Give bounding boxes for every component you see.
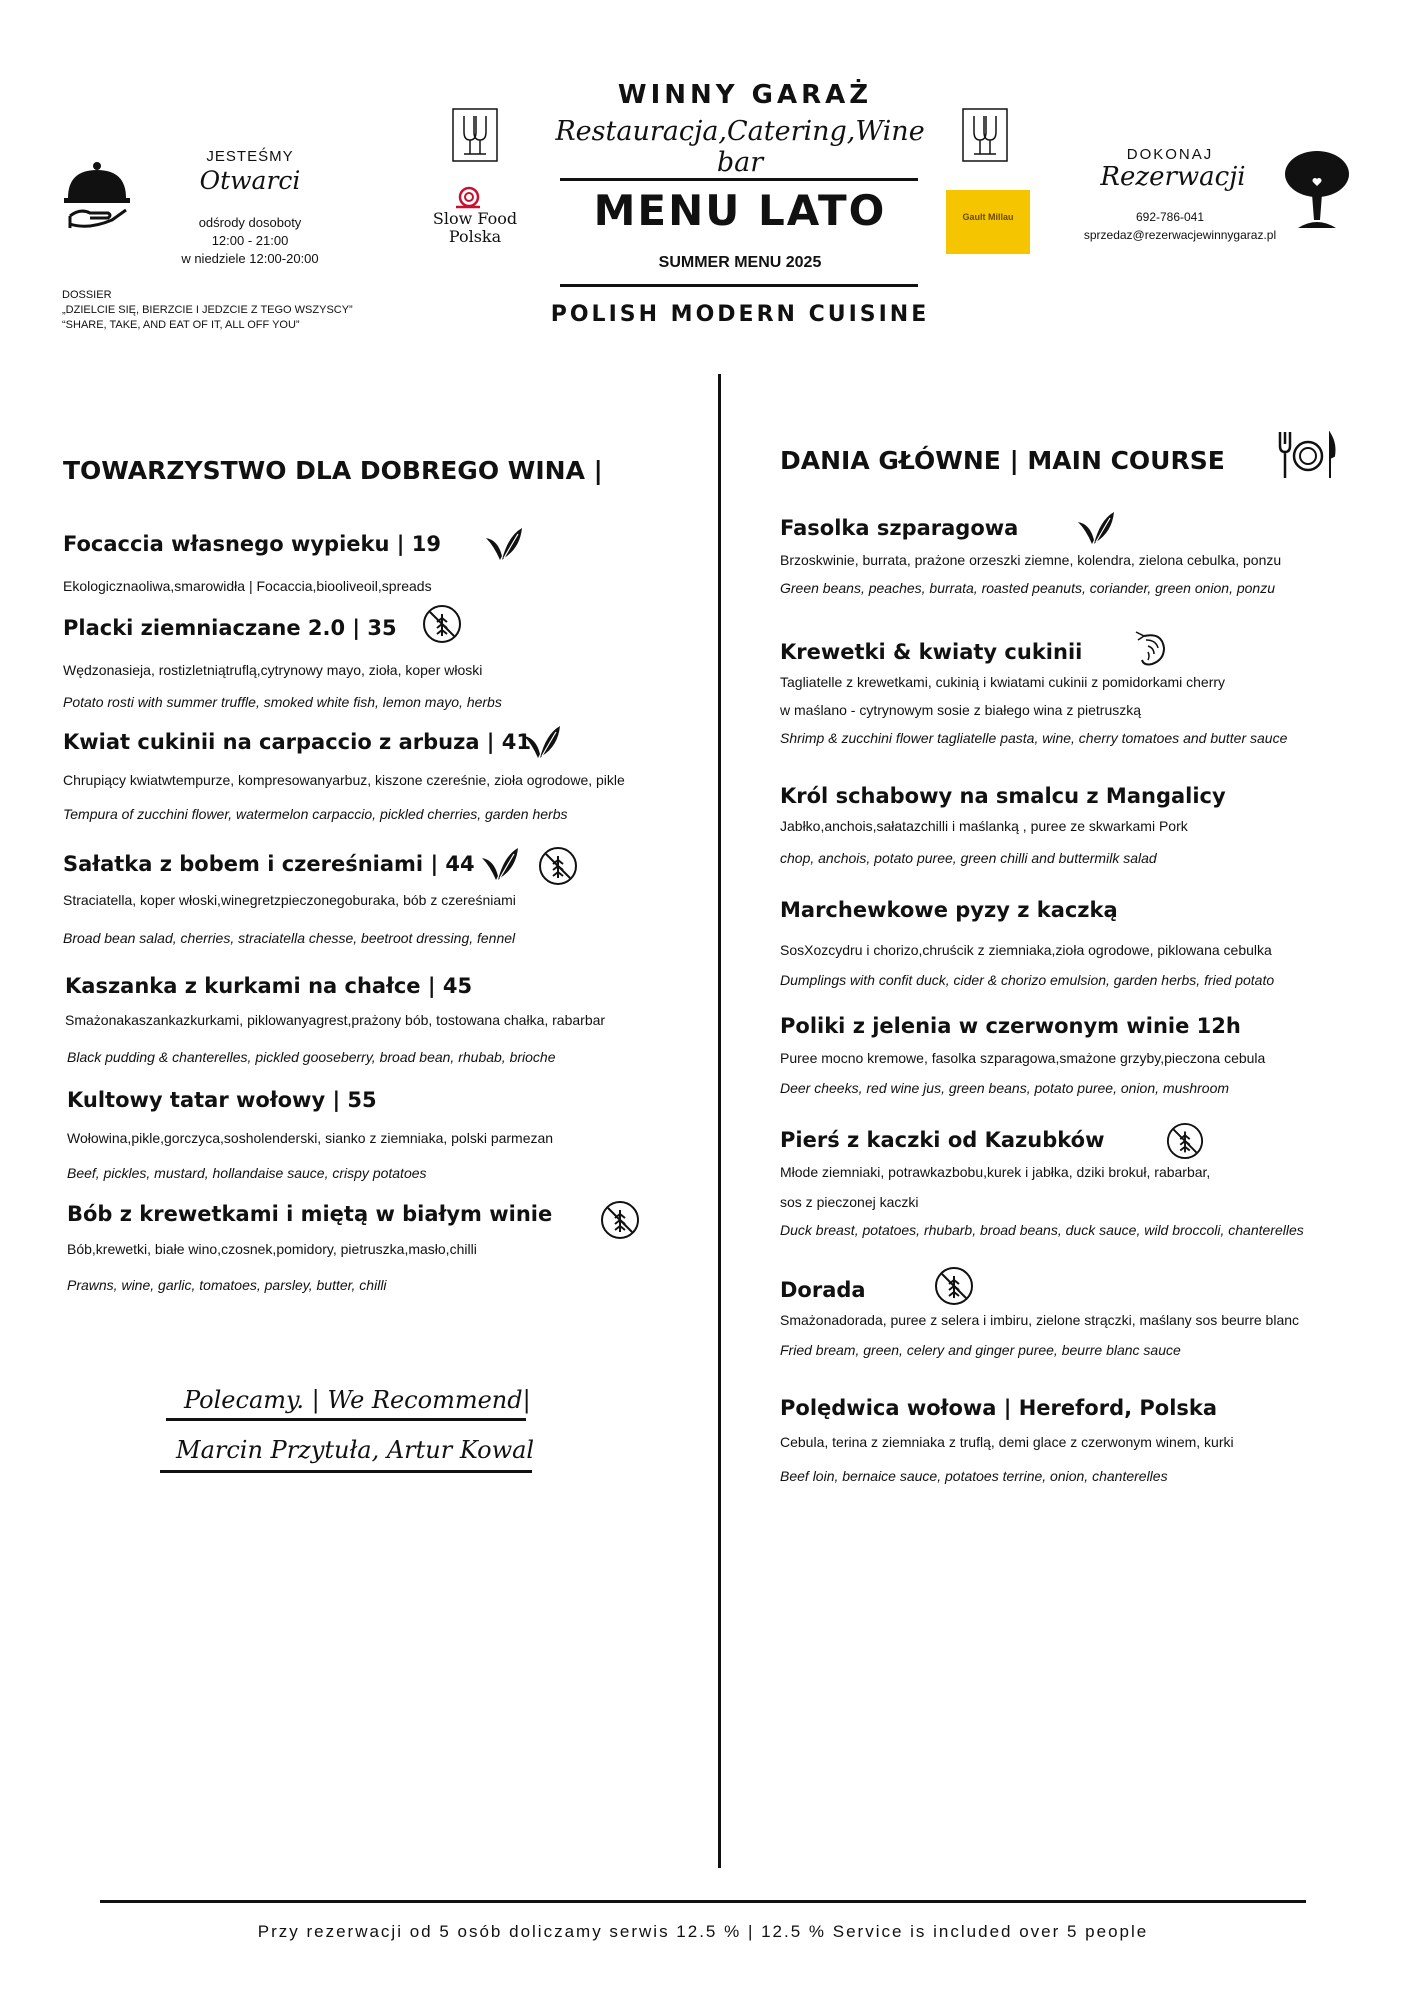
dossier-line: DOSSIER xyxy=(62,289,112,301)
menu-item-desc: Jabłko,anchois,sałatazchilli i maślanką , puree ze skwarkami Pork xyxy=(780,818,1188,834)
vegan-leaf-icon xyxy=(1076,510,1116,546)
menu-item-en: Duck breast, potatoes, rhubarb, broad beans, duck sauce, wild broccoli, chanterelles xyxy=(780,1222,1304,1238)
hours-line: 12:00 - 21:00 xyxy=(211,233,289,248)
vegan-leaf-icon xyxy=(484,526,524,562)
shrimp-icon xyxy=(1134,630,1168,670)
menu-item-desc: Cebula, terina z ziemniaka z truflą, demi glace z czerwonym winem, kurki xyxy=(780,1434,1234,1450)
signature-rule xyxy=(166,1418,526,1421)
menu-item-desc: SosXozcydru i chorizo,chruścik z ziemniaka,zioła ogrodowe, piklowana cebulka xyxy=(780,942,1272,958)
chef-names: Marcin Przytuła, Artur Kowal xyxy=(176,1436,535,1464)
menu-item-name: Bób z krewetkami i miętą w białym winie xyxy=(67,1202,553,1226)
menu-item-desc: Chrupiący kwiatwtempurze, kompresowanyarbuz, kiszone czereśnie, zioła ogrodowe, pikle xyxy=(63,772,625,788)
menu-item-desc: Straciatella, koper włoski,winegretzpieczonegoburaka, bób z czereśniami xyxy=(63,892,516,908)
menu-item-en: Black pudding & chanterelles, pickled gooseberry, broad bean, rhubab, brioche xyxy=(67,1049,556,1065)
slow-food-logo-text xyxy=(420,210,530,246)
cloche-icon xyxy=(60,158,134,232)
menu-item-name: Pierś z kaczki od Kazubków xyxy=(780,1128,1105,1152)
vegan-leaf-icon xyxy=(522,724,562,760)
dossier-line: „DZIELCIE SIĘ, BIERZCIE I JEDZCIE Z TEGO WSZYSCY” xyxy=(62,304,353,316)
vegan-leaf-icon xyxy=(480,846,520,882)
menu-item-desc: Ekologicznaoliwa,smarowidła | Focaccia,biooliveoil,spreads xyxy=(63,578,432,594)
menu-item-en: chop, anchois, potato puree, green chilli and buttermilk salad xyxy=(780,850,1157,866)
menu-item-desc: Wołowina,pikle,gorczyca,sosholenderski, sianko z ziemniaka, polski parmezan xyxy=(67,1130,554,1146)
menu-item-desc: Młode ziemniaki, potrawkazbobu,kurek i jabłka, dziki brokuł, rabarbar, xyxy=(780,1164,1211,1180)
menu-item-en: Deer cheeks, red wine jus, green beans, potato puree, onion, mushroom xyxy=(780,1080,1230,1096)
menu-item-name: Focaccia własnego wypieku | 19 xyxy=(63,532,441,556)
menu-item-desc: w maślano - cytrynowym sosie z białego wina z pietruszką xyxy=(780,702,1142,718)
menu-item-desc: Smażonakaszankazkurkami, piklowanyagrest,prażony bób, tostowana chałka, rabarbar xyxy=(65,1012,606,1028)
menu-item-en: Green beans, peaches, burrata, roasted peanuts, coriander, green onion, ponzu xyxy=(780,580,1276,596)
menu-item-name: Kwiat cukinii na carpaccio z arbuza | 41 xyxy=(63,730,532,754)
column-divider xyxy=(718,374,721,1868)
menu-item-en: Prawns, wine, garlic, tomatoes, parsley, butter, chilli xyxy=(67,1277,387,1293)
menu-item-name: Kultowy tatar wołowy | 55 xyxy=(67,1088,377,1112)
wine-glass-tree-icon xyxy=(1284,150,1350,232)
brand-tagline: Restauracja,Catering,Wine bar xyxy=(555,116,925,178)
menu-item-en: Beef, pickles, mustard, hollandaise sauce, crispy potatoes xyxy=(67,1165,427,1181)
cuisine-label: POLISH MODERN CUISINE xyxy=(550,302,930,327)
hours-line: w niedziele 12:00-20:00 xyxy=(181,251,319,266)
menu-item-name: Poliki z jelenia w czerwonym winie 12h xyxy=(780,1014,1241,1038)
menu-item-en: Shrimp & zucchini flower tagliatelle pasta, wine, cherry tomatoes and butter sauce xyxy=(780,730,1288,746)
brand-name: WINNY GARAŻ xyxy=(617,80,873,110)
gluten-free-icon xyxy=(538,846,578,886)
left-section-title: TOWARZYSTWO DLA DOBREGO WINA | xyxy=(63,456,603,485)
signature-rule xyxy=(160,1470,532,1473)
reservation-email[interactable]: sprzedaz@rezerwacjewinnygaraz.pl xyxy=(1083,228,1277,242)
service-note: Przy rezerwacji od 5 osób doliczamy serwis 12.5 % | 12.5 % Service is included over 5 people xyxy=(257,1922,1149,1941)
gluten-free-icon xyxy=(422,604,462,644)
reservation-phone[interactable]: 692-786-041 xyxy=(1135,210,1205,224)
snail-icon xyxy=(454,186,482,210)
menu-item-name: Marchewkowe pyzy z kaczką xyxy=(780,898,1118,922)
reservation-script: Rezerwacji xyxy=(1100,162,1246,192)
slow-food-line1: Slow Food xyxy=(432,209,518,228)
menu-item-name: Fasolka szparagowa xyxy=(780,516,1019,540)
menu-item-en: Tempura of zucchini flower, watermelon carpaccio, pickled cherries, garden herbs xyxy=(63,806,568,822)
menu-item-desc: Tagliatelle z krewetkami, cukinią i kwiatami cukinii z pomidorkami cherry xyxy=(780,674,1226,690)
menu-item-name: Król schabowy na smalcu z Mangalicy xyxy=(780,784,1226,808)
header-rule-top xyxy=(560,178,918,181)
menu-item-name: Placki ziemniaczane 2.0 | 35 xyxy=(63,616,397,640)
dossier-line: “SHARE, TAKE, AND EAT OF IT, ALL OFF YOU” xyxy=(62,319,300,331)
menu-item-desc: Bób,krewetki, białe wino,czosnek,pomidory, pietruszka,masło,chilli xyxy=(67,1241,477,1257)
gluten-free-icon xyxy=(934,1266,974,1306)
wine-glasses-icon xyxy=(962,108,1008,162)
gault-millau-label: Gault Millau xyxy=(962,212,1014,222)
menu-item-en: Fried bream, green, celery and ginger puree, beurre blanc sauce xyxy=(780,1342,1181,1358)
gault-millau-badge xyxy=(946,190,1030,254)
menu-item-name: Krewetki & kwiaty cukinii xyxy=(780,640,1083,664)
menu-subtitle: SUMMER MENU 2025 xyxy=(658,254,822,271)
menu-item-desc: Wędzonasieja, rostizletniątruflą,cytrynowy mayo, zioła, koper włoski xyxy=(63,662,483,678)
menu-item-desc: Smażonadorada, puree z selera i imbiru, zielone strączki, maślany sos beurre blanc xyxy=(780,1312,1300,1328)
menu-item-en: Dumplings with confit duck, cider & chorizo emulsion, garden herbs, fried potato xyxy=(780,972,1275,988)
gluten-free-icon xyxy=(600,1200,640,1240)
dossier xyxy=(62,288,482,333)
menu-item-en: Broad bean salad, cherries, straciatella chesse, beetroot dressing, fennel xyxy=(63,930,516,946)
menu-item-desc: Puree mocno kremowe, fasolka szparagowa,smażone grzyby,pieczona cebula xyxy=(780,1050,1266,1066)
open-script: Otwarci xyxy=(199,166,301,195)
header-rule-bottom xyxy=(560,284,918,287)
gluten-free-icon xyxy=(1166,1122,1204,1160)
plate-cutlery-icon xyxy=(1276,430,1338,480)
menu-item-name: Sałatka z bobem i czereśniami | 44 xyxy=(63,852,475,876)
wine-glasses-icon xyxy=(452,108,498,162)
menu-item-en: Potato rosti with summer truffle, smoked white fish, lemon mayo, herbs xyxy=(63,694,502,710)
opening-hours xyxy=(160,214,340,268)
reservation-label: DOKONAJ xyxy=(1126,146,1214,163)
recommend-line: Polecamy. | We Recommend| xyxy=(184,1386,531,1414)
menu-item-name: Polędwica wołowa | Hereford, Polska xyxy=(780,1396,1218,1420)
menu-item-name: Kaszanka z kurkami na chałce | 45 xyxy=(65,974,473,998)
menu-item-desc: Brzoskwinie, burrata, prażone orzeszki ziemne, kolendra, zielona cebulka, ponzu xyxy=(780,552,1282,568)
menu-item-en: Beef loin, bernaice sauce, potatoes terrine, onion, chanterelles xyxy=(780,1468,1168,1484)
menu-item-desc: sos z pieczonej kaczki xyxy=(780,1194,919,1210)
hours-line: odśrody dosoboty xyxy=(198,215,302,230)
right-section-title: DANIA GŁÓWNE | MAIN COURSE xyxy=(780,446,1225,475)
open-label: JESTEŚMY xyxy=(206,148,294,165)
slow-food-line2: Polska xyxy=(448,227,502,246)
menu-title: MENU LATO xyxy=(593,186,887,235)
footer-rule xyxy=(100,1900,1306,1903)
menu-item-name: Dorada xyxy=(780,1278,866,1302)
